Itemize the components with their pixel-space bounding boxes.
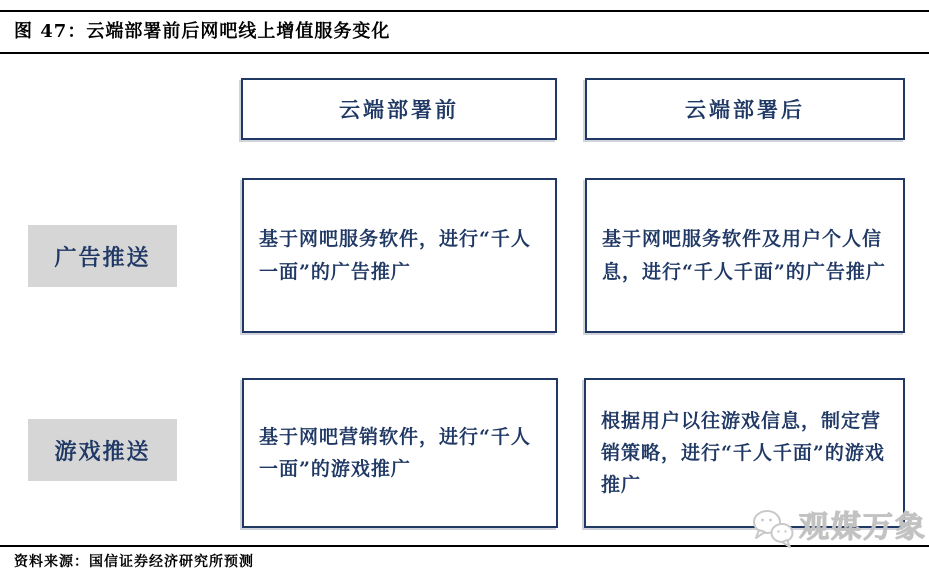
bottom-rule	[0, 545, 929, 547]
title-bottom-rule	[0, 52, 929, 54]
row-label-ad-push: 广告推送	[28, 225, 177, 287]
cell-ad-after-text: 基于网吧服务软件及用户个人信息，进行“千人千面”的广告推广	[602, 228, 886, 283]
cell-game-after-text: 根据用户以往游戏信息，制定营销策略，进行“千人千面”的游戏推广	[601, 409, 885, 497]
column-header-before	[241, 78, 557, 140]
watermark-text: 观媒万象	[799, 510, 927, 545]
column-header-before-label: 云端部署前	[339, 97, 459, 122]
cell-game-after	[584, 378, 905, 528]
row-label-game-push: 游戏推送	[28, 419, 177, 481]
column-header-after	[585, 78, 905, 140]
cell-ad-before	[242, 178, 557, 333]
cell-ad-after	[585, 178, 905, 333]
column-header-after-label: 云端部署后	[685, 97, 805, 122]
cell-ad-before-text: 基于网吧服务软件，进行“千人一面”的广告推广	[259, 228, 531, 283]
cell-game-before	[242, 378, 558, 528]
figure-title: 图 47：云端部署前后网吧线上增值服务变化	[14, 21, 391, 42]
top-rule	[0, 10, 929, 12]
source-note: 资料来源：国信证券经济研究所预测	[14, 554, 254, 570]
cell-game-before-text: 基于网吧营销软件，进行“千人一面”的游戏推广	[259, 425, 531, 480]
